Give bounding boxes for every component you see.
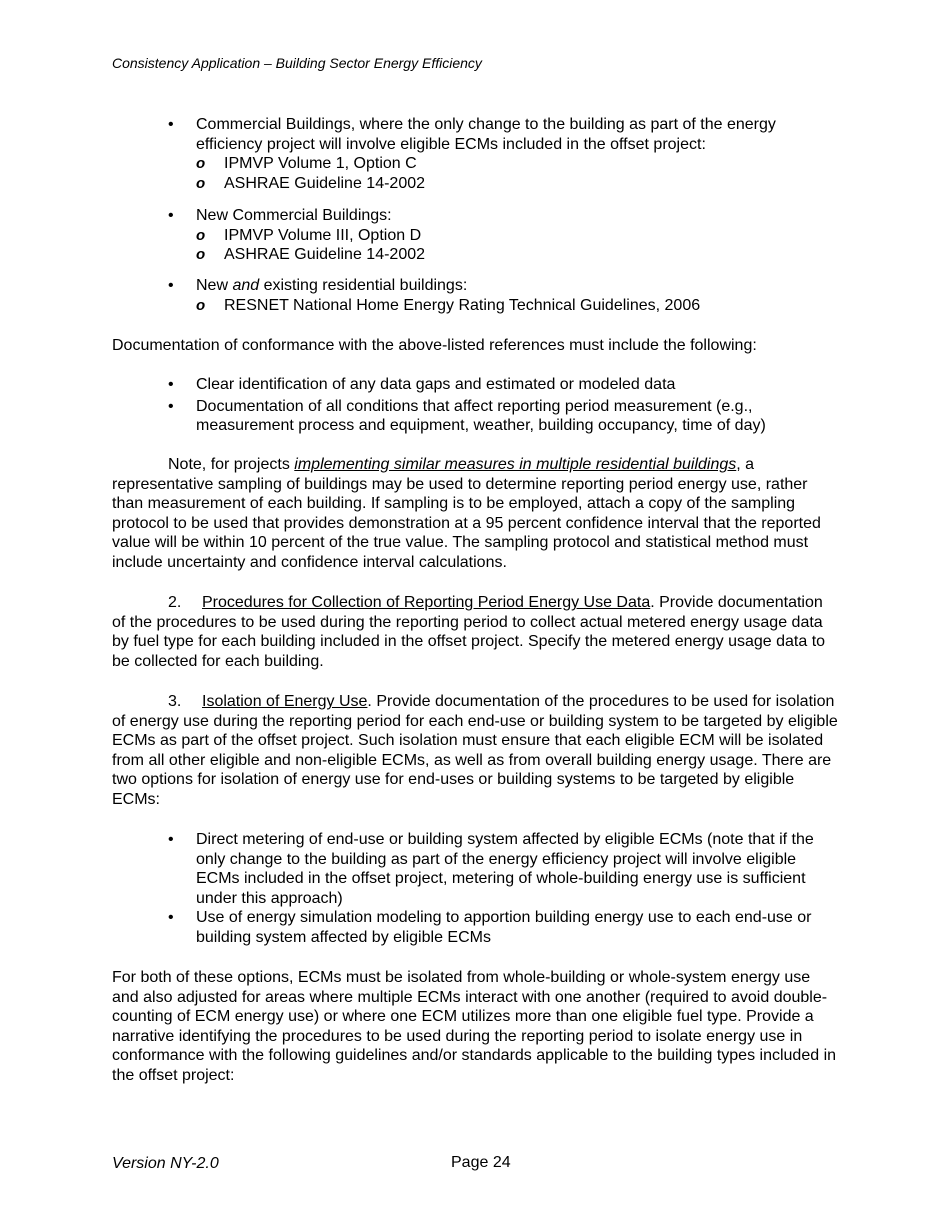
page-number: Page 24 [451,1154,511,1171]
residential-post: existing residential buildings: [259,277,468,294]
item-3-paragraph [112,692,838,810]
residential-text [196,277,467,294]
list-item [112,908,838,947]
bullet-icon: • [168,277,174,294]
new-commercial-text: New Commercial Buildings: [196,207,392,224]
sub-item-text: ASHRAE Guideline 14-2002 [224,246,426,264]
list-item [112,397,838,436]
reference-list [112,115,838,193]
sub-list-item [196,245,838,265]
bullet-icon: • [168,376,174,393]
sampling-note [112,455,838,573]
sub-bullet-icon: o [196,296,206,314]
documentation-list [112,375,838,436]
item-2-paragraph [112,593,838,671]
item-number: 3. [168,693,182,710]
note-emphasis: implementing similar measures in multiple residential buildings [294,456,737,473]
bullet-icon: • [168,116,174,133]
sub-bullet-icon: o [196,155,206,173]
bullet-icon: • [168,397,174,415]
sub-list-item [196,154,838,174]
documentation-intro: Documentation of conformance with the above-listed references must include the following: [112,337,757,354]
list-item-text: Clear identification of any data gaps and estimated or modeled data [196,376,676,393]
bullet-icon: • [168,831,174,848]
list-item [112,115,838,193]
sub-bullet-icon: o [196,174,206,192]
sub-item-text: ASHRAE Guideline 14-2002 [224,174,426,192]
sub-item-text: IPMVP Volume III, Option D [224,226,422,244]
running-header: Consistency Application – Building Sector Energy Efficiency [112,55,482,71]
note-post: , a representative sampling of buildings may be used to determine reporting period energy use, rather than measurement of each building. If sampling is to be employed, attach a copy of the sampling protocol to be used that provides demonstration at a 95 percent confidence interval that the reported value will be within 10 percent of the true value. The sampling protocol and statistical method must include uncertainty and confidence interval calculations. [112,456,821,571]
item-2-text: . Provide documentation of the procedures to be used during the reporting period to collect actual metered energy usage data by fuel type for each building included in the offset project. Specify the metered energy usage data to be collected for each building. [112,594,826,670]
closing-paragraph: For both of these options, ECMs must be isolated from whole-building or whole-system energy use and also adjusted for areas where multiple ECMs interact with one another (required to avoid double-counting of ECM energy use) or where one ECM utilizes more than one eligible fuel type. Provide a narrative identifying the procedures to be used during the reporting period to isolate energy use in conformance with the following guidelines and/or standards applicable to the building types included in the offset project: [112,969,837,1084]
reference-list [112,276,838,315]
version-label: Version NY-2.0 [112,1155,219,1172]
sub-list-item [196,174,838,194]
item-number: 2. [168,594,182,611]
item-3-text: . Provide documentation of the procedures to be used for isolation of energy use during the reporting period for each end-use or building system to be targeted by eligible ECMs as part of the offset project. Such isolation must ensure that each eligible ECM will be isolated from all other eligible and non-eligible ECMs, as well as from overall building energy usage. There are two options for isolation of energy use for end-uses or building systems to be targeted by eligible ECMs: [112,693,838,808]
bullet-icon: • [168,909,174,927]
bullet-icon: • [168,207,174,224]
sub-bullet-icon: o [196,246,206,264]
commercial-buildings-text: Commercial Buildings, where the only change to the building as part of the energy efficiency project will involve eligible ECMs included in the offset project: [196,116,776,153]
residential-pre: New [196,277,233,294]
list-item [112,276,838,315]
sub-item-text: RESNET National Home Energy Rating Technical Guidelines, 2006 [224,296,701,314]
item-2-title: Procedures for Collection of Reporting Period Energy Use Data [202,594,651,611]
list-item-text: Use of energy simulation modeling to apportion building energy use to each end-use or building system affected by eligible ECMs [196,909,812,946]
note-pre: Note, for projects [168,456,295,473]
sub-item-text: IPMVP Volume 1, Option C [224,155,417,173]
sub-list-item [196,226,838,246]
sub-bullet-icon: o [196,226,206,244]
list-item-text: Documentation of all conditions that affect reporting period measurement (e.g., measurement process and equipment, weather, building occupancy, time of day) [196,397,766,435]
isolation-options-list [112,830,838,948]
list-item [112,206,838,265]
list-item [112,375,838,395]
list-item [112,830,838,908]
reference-list [112,206,838,265]
item-3-title: Isolation of Energy Use [202,693,368,710]
sub-list-item [196,296,838,316]
list-item-text: Direct metering of end-use or building system affected by eligible ECMs (note that if the only change to the building as part of the energy efficiency project will involve eligible ECMs included in the offset project, metering of whole-building energy use is sufficient under this approach) [196,831,814,907]
residential-emphasis: and [232,277,260,294]
